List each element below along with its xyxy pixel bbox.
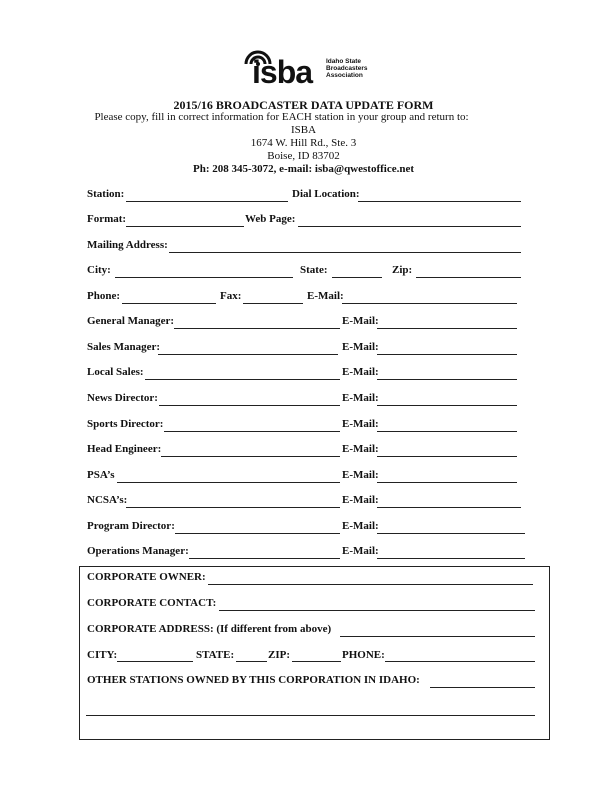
address-line-1: 1674 W. Hill Rd., Ste. 3: [250, 137, 357, 149]
logo-tagline: Idaho State Broadcasters Association: [326, 58, 368, 79]
state-field[interactable]: [332, 277, 382, 278]
psas-email-label: E-Mail:: [342, 469, 379, 481]
phone-field[interactable]: [122, 303, 216, 304]
other-stations-label: OTHER STATIONS OWNED BY THIS CORPORATION IN IDAHO:: [87, 674, 420, 686]
other-stations-field[interactable]: [430, 687, 535, 688]
psas-label: PSA’s: [87, 469, 115, 481]
fax-label: Fax:: [220, 290, 242, 302]
dial-location-label: Dial Location:: [292, 188, 360, 200]
local-sales-field[interactable]: [145, 379, 340, 380]
corporate-contact-label: CORPORATE CONTACT:: [87, 597, 217, 609]
head-engineer-label: Head Engineer:: [87, 443, 162, 455]
program-director-field[interactable]: [175, 533, 340, 534]
operations-manager-email-label: E-Mail:: [342, 545, 379, 557]
ncsas-email-field[interactable]: [377, 507, 521, 508]
operations-manager-email-field[interactable]: [377, 558, 525, 559]
local-sales-email-field[interactable]: [377, 379, 517, 380]
station-label: Station:: [87, 188, 125, 200]
other-stations-extra-line[interactable]: [86, 715, 535, 716]
web-page-label: Web Page:: [245, 213, 296, 225]
corporate-owner-field[interactable]: [208, 584, 533, 585]
station-field[interactable]: [126, 201, 288, 202]
head-engineer-email-field[interactable]: [377, 456, 517, 457]
program-director-email-field[interactable]: [377, 533, 525, 534]
format-label: Format:: [87, 213, 127, 225]
zip-label: Zip:: [392, 264, 413, 276]
sales-manager-label: Sales Manager:: [87, 341, 161, 353]
format-field[interactable]: [126, 226, 244, 227]
general-manager-label: General Manager:: [87, 315, 175, 327]
corporate-zip-field[interactable]: [292, 661, 341, 662]
head-engineer-field[interactable]: [161, 456, 340, 457]
news-director-email-field[interactable]: [377, 405, 517, 406]
sports-director-email-field[interactable]: [377, 431, 517, 432]
city-field[interactable]: [115, 277, 293, 278]
city-label: City:: [87, 264, 111, 276]
ncsas-label: NCSA’s:: [87, 494, 128, 506]
corporate-phone-label: PHONE:: [342, 649, 385, 661]
head-engineer-email-label: E-Mail:: [342, 443, 379, 455]
news-director-label: News Director:: [87, 392, 158, 404]
news-director-field[interactable]: [159, 405, 340, 406]
corporate-state-field[interactable]: [236, 661, 267, 662]
psas-email-field[interactable]: [377, 482, 517, 483]
news-director-email-label: E-Mail:: [342, 392, 379, 404]
sports-director-label: Sports Director:: [87, 418, 164, 430]
email-label: E-Mail:: [307, 290, 344, 302]
web-page-field[interactable]: [298, 226, 521, 227]
corporate-owner-label: CORPORATE OWNER:: [87, 571, 206, 583]
logo-wordmark: isba: [252, 54, 313, 90]
fax-field[interactable]: [243, 303, 303, 304]
sales-manager-field[interactable]: [158, 354, 338, 355]
mailing-address-label: Mailing Address:: [87, 239, 168, 251]
corporate-city-field[interactable]: [117, 661, 193, 662]
corporate-address-field[interactable]: [340, 636, 535, 637]
zip-field[interactable]: [416, 277, 521, 278]
local-sales-label: Local Sales:: [87, 366, 144, 378]
corporate-section: [79, 566, 550, 740]
corporate-contact-field[interactable]: [219, 610, 535, 611]
form-title: 2015/16 BROADCASTER DATA UPDATE FORM: [173, 98, 434, 112]
phone-label: Phone:: [87, 290, 120, 302]
state-label: State:: [300, 264, 328, 276]
psas-field[interactable]: [117, 482, 340, 483]
org-name: ISBA: [290, 124, 317, 136]
address-line-2: Boise, ID 83702: [267, 150, 340, 162]
general-manager-email-label: E-Mail:: [342, 315, 379, 327]
corporate-address-label: CORPORATE ADDRESS: (If different from above): [87, 623, 332, 635]
general-manager-field[interactable]: [174, 328, 340, 329]
corporate-phone-field[interactable]: [385, 661, 535, 662]
program-director-email-label: E-Mail:: [342, 520, 379, 532]
corporate-city-label: CITY:: [87, 649, 118, 661]
ncsas-email-label: E-Mail:: [342, 494, 379, 506]
sports-director-email-label: E-Mail:: [342, 418, 379, 430]
corporate-zip-label: ZIP:: [268, 649, 290, 661]
operations-manager-label: Operations Manager:: [87, 545, 189, 557]
email-field[interactable]: [342, 303, 517, 304]
program-director-label: Program Director:: [87, 520, 175, 532]
operations-manager-field[interactable]: [189, 558, 340, 559]
dial-location-field[interactable]: [358, 201, 521, 202]
general-manager-email-field[interactable]: [377, 328, 517, 329]
contact-line: Ph: 208 345-3072, e-mail: isba@qwestoffice.net: [192, 163, 415, 175]
instructions: Please copy, fill in correct information for EACH station in your group and return to:: [94, 111, 469, 123]
sports-director-field[interactable]: [164, 431, 340, 432]
ncsas-field[interactable]: [126, 507, 340, 508]
mailing-address-field[interactable]: [169, 252, 521, 253]
local-sales-email-label: E-Mail:: [342, 366, 379, 378]
corporate-state-label: STATE:: [196, 649, 235, 661]
sales-manager-email-label: E-Mail:: [342, 341, 379, 353]
sales-manager-email-field[interactable]: [377, 354, 517, 355]
